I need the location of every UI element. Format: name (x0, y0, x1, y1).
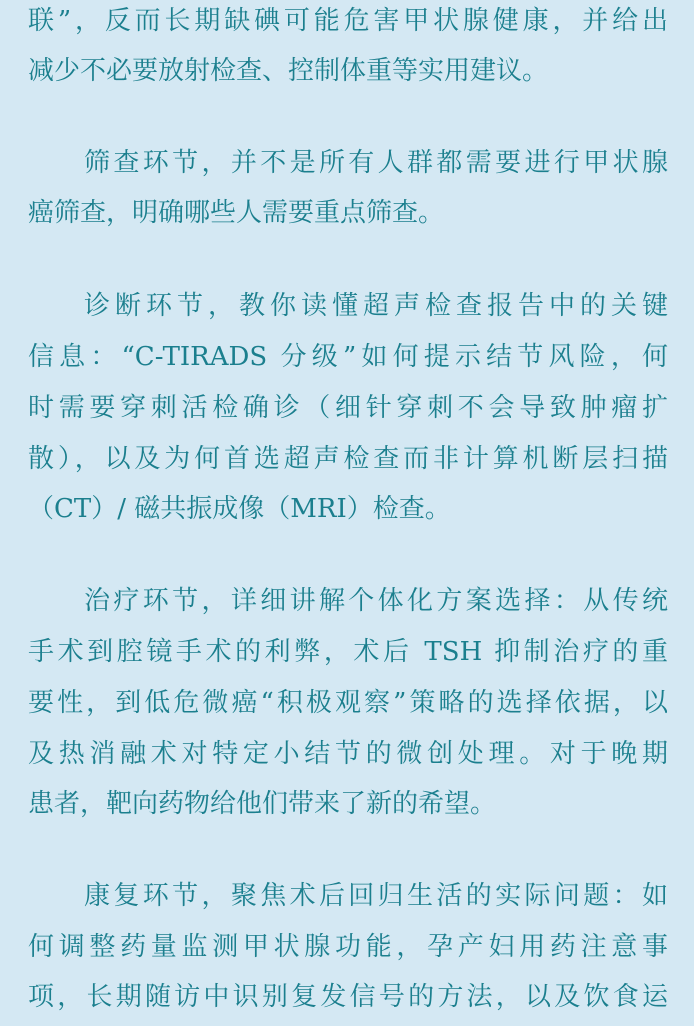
text-line: 要性，到低危微癌“积极观察”策略的选择依据，以 (28, 688, 668, 718)
text-line: 减少不必要放射检查、控制体重等实用建议。 (28, 56, 549, 86)
text-line: 联”，反而长期缺碘可能危害甲状腺健康，并给出 (28, 6, 668, 36)
text-line: 手术到腔镜手术的利弊，术后 TSH 抑制治疗的重 (28, 637, 668, 667)
text-line: 患者，靶向药物给他们带来了新的希望。 (28, 789, 497, 819)
text-line: 诊断环节，教你读懂超声检查报告中的关键 (84, 291, 668, 321)
text-line: 时需要穿刺活检确诊（细针穿刺不会导致肿瘤扩 (28, 393, 668, 423)
text-line: 癌筛查，明确哪些人需要重点筛查。 (28, 198, 445, 228)
text-line: 项，长期随访中识别复发信号的方法，以及饮食运 (28, 982, 668, 1012)
text-line: 何调整药量监测甲状腺功能，孕产妇用药注意事 (28, 932, 668, 962)
text-line: 信息：“C-TIRADS 分级”如何提示结节风险，何 (28, 342, 668, 372)
text-line: 散），以及为何首选超声检查而非计算机断层扫描 (28, 444, 668, 474)
text-line: （CT）/ 磁共振成像（MRI）检查。 (28, 494, 451, 524)
text-line: 康复环节，聚焦术后回归生活的实际问题：如 (84, 881, 668, 911)
text-line: 筛查环节，并不是所有人群都需要进行甲状腺 (84, 148, 668, 178)
text-line: 治疗环节，详细讲解个体化方案选择：从传统 (84, 586, 668, 616)
text-line: 及热消融术对特定小结节的微创处理。对于晚期 (28, 739, 668, 769)
